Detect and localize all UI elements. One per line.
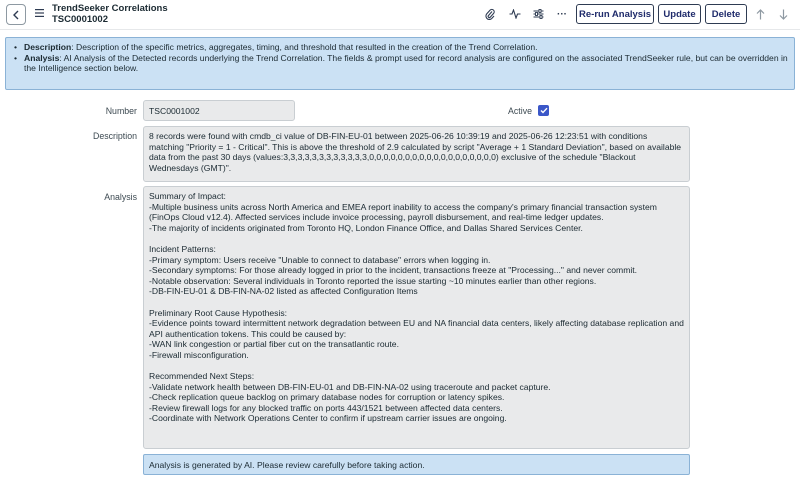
checkmark-icon xyxy=(540,107,548,114)
arrow-down-icon xyxy=(779,9,788,20)
description-field[interactable]: 8 records were found with cmdb_ci value of DB-FIN-EU-01 between 2025-06-26 10:39:19 and 2025-06-26 12:23:51 with conditions matching "Priority = 1 - Critical". This is above the threshold of 2.9 calculated by script "Average + 1 Standard Deviation", based on available data from the past 30 days (values:3,3,3,3,3,3,3,3,3,3,3,3,0,0,0,0,0,0,0,0,0,0,0,0,0,0,0,0,0,0) exclusive of the schedule "Blackout Wednesdays (GMT)". xyxy=(143,126,690,182)
attachment-button[interactable] xyxy=(483,7,497,21)
page-title xyxy=(52,3,168,26)
delete-button[interactable]: Delete xyxy=(705,4,747,24)
banner-description-item xyxy=(12,42,788,53)
active-checkbox[interactable] xyxy=(538,105,549,116)
previous-record-button[interactable] xyxy=(753,7,767,21)
paperclip-icon xyxy=(485,8,495,20)
record-id: TSC0001002 xyxy=(52,14,108,25)
banner-analysis-item xyxy=(12,53,788,74)
arrow-up-icon xyxy=(756,9,765,20)
personalize-button[interactable] xyxy=(531,7,545,21)
activity-button[interactable] xyxy=(508,7,522,21)
table-title: TrendSeeker Correlations xyxy=(52,3,168,14)
analysis-field[interactable]: Summary of Impact: -Multiple business units across North America and EMEA report inability to access the company's primary financial transaction system (FinOps Cloud v12.4). Affected services include invoice processing, payroll disbursement, and real-time ledger updates. -The majority of incidents originated from Toronto HQ, London Finance Office, and Dallas Shared Services Center. Incident Patterns: -Primary symptom: Users receive "Unable to connect to database" errors when logging in. -Secondary symptoms: For those already logged in prior to the incident, transactions freeze at "Processing..." and never commit. -Notable observation: Several individuals in Toronto reported the issue starting ~10 minutes earlier than other regions. -DB-FIN-EU-01 & DB-FIN-NA-02 listed as affected Configuration Items Preliminary Root Cause Hypothesis: -Evidence points toward intermittent network degradation between EU and NA financial data centers, likely affecting database replication and API authentication tokens. This could be caused by: -WAN link congestion or partial fiber cut on the transatlantic route. -Firewall misconfiguration. Recommended Next Steps: -Validate network health between DB-FIN-EU-01 and DB-FIN-NA-02 using traceroute and packet capture. -Check replication queue backlog on primary database nodes for corruption or latency spikes. -Review firewall logs for any blocked traffic on ports 443/1521 between affected data centers. -Coordinate with Network Operations Center to confirm if upstream carrier issues are ongoing. xyxy=(143,186,690,449)
back-button[interactable] xyxy=(6,4,26,25)
rerun-analysis-button[interactable]: Re-run Analysis xyxy=(576,4,654,24)
banner-description-term: Description xyxy=(24,42,72,52)
active-label: Active xyxy=(508,106,532,116)
description-label: Description xyxy=(92,131,137,141)
banner-analysis-term: Analysis xyxy=(24,52,60,63)
sliders-icon xyxy=(533,9,544,19)
chevron-left-icon xyxy=(12,10,20,20)
update-button[interactable]: Update xyxy=(658,4,701,24)
number-label: Number xyxy=(105,106,137,116)
more-icon[interactable]: ··· xyxy=(557,8,567,20)
number-field[interactable]: TSC0001002 xyxy=(143,100,295,121)
next-record-button[interactable] xyxy=(776,7,790,21)
banner-description-text: : Description of the specific metrics, aggregates, timing, and threshold that resulted in the creation of the Trend Correlation. xyxy=(71,42,538,52)
form-header xyxy=(0,0,800,30)
info-banner xyxy=(5,37,795,90)
banner-analysis-text: : AI Analysis of the Detected records underlying the Trend Correlation. The fields & prompt used for record analysis are configured on the associated TrendSeeker rule, but can be overridden in the Intelligence section below. xyxy=(24,52,788,74)
hamburger-icon[interactable] xyxy=(35,9,44,17)
ai-disclaimer: Analysis is generated by AI. Please review carefully before taking action. xyxy=(143,454,690,475)
activity-icon xyxy=(509,9,521,19)
analysis-label: Analysis xyxy=(104,192,137,202)
